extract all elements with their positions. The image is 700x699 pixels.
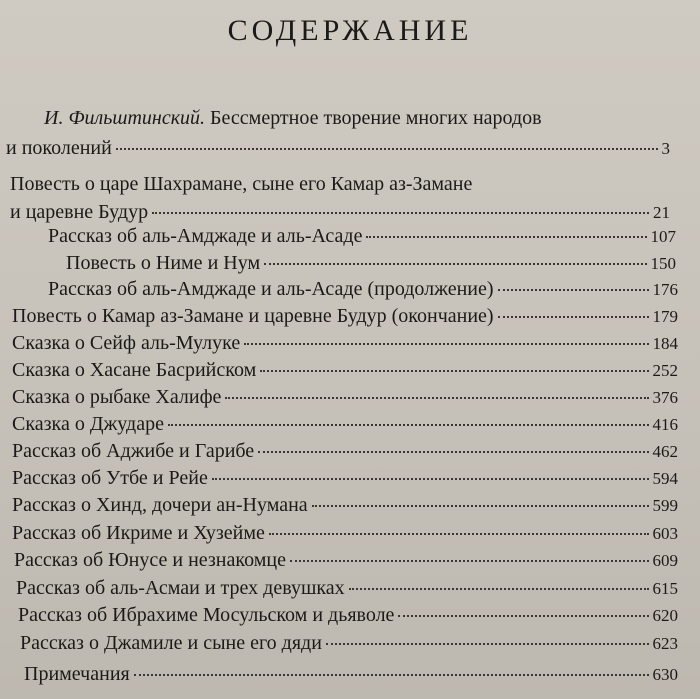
- leader-dots: [152, 212, 649, 214]
- toc-page-number: 623: [652, 634, 678, 653]
- toc-entry[interactable]: [12, 521, 678, 546]
- page-title: СОДЕРЖАНИЕ: [227, 14, 473, 47]
- toc-entry[interactable]: [12, 493, 678, 518]
- toc-page-number: 594: [652, 469, 678, 488]
- leader-dots: [264, 263, 646, 265]
- toc-entry-title: Сказка о Сейф аль-Мулуке: [12, 332, 241, 354]
- toc-entry-title: Рассказ о Джамиле и сыне его дяди: [20, 632, 322, 654]
- toc-entry-title: Рассказ об Юнусе и незнакомце: [14, 549, 286, 571]
- toc-entry-title-line1: Повесть о царе Шахрамане, сыне его Камар аз-Замане: [10, 173, 473, 195]
- toc-entry-title: Рассказ об Икриме и Хузейме: [12, 522, 265, 544]
- toc-entry[interactable]: [12, 304, 678, 329]
- toc-entry-title: Сказка о Хасане Басрийском: [12, 359, 257, 381]
- toc-entry-title: Рассказ об аль-Амджаде и аль-Асаде: [48, 225, 363, 247]
- toc-entry[interactable]: [12, 358, 678, 383]
- leader-dots: [366, 236, 646, 238]
- leader-dots: [244, 343, 648, 345]
- toc-page-number: 21: [653, 203, 670, 222]
- toc-entry[interactable]: [24, 662, 678, 687]
- leader-dots: [258, 451, 648, 453]
- toc-entry[interactable]: [48, 277, 678, 302]
- toc-entry[interactable]: [12, 466, 678, 491]
- toc-entry[interactable]: [16, 576, 678, 601]
- leader-dots: [326, 643, 649, 645]
- toc-page-number: 107: [650, 227, 676, 246]
- toc-page-number: 603: [652, 524, 678, 543]
- toc-page-number: 376: [652, 388, 678, 407]
- toc-entry[interactable]: [12, 385, 678, 410]
- toc-entry[interactable]: [14, 548, 678, 573]
- toc-entry-intro-line2[interactable]: [6, 136, 670, 161]
- toc-entry-intro-line1: [44, 106, 542, 130]
- toc-page-number: 179: [652, 307, 678, 326]
- toc-page-number: 630: [652, 665, 678, 684]
- toc-author: И. Фильштинский.: [44, 107, 206, 129]
- leader-dots: [290, 560, 649, 562]
- toc-entry[interactable]: [12, 412, 678, 437]
- toc-entry-title: Рассказ об Аджибе и Гарибе: [12, 440, 255, 462]
- toc-entry[interactable]: [10, 200, 670, 225]
- toc-entry-title: Рассказ об аль-Асмаи и трех девушках: [16, 577, 345, 599]
- toc-entry-title: Рассказ об Ибрахиме Мосульском и дьяволе: [18, 604, 395, 626]
- toc-entry[interactable]: [66, 251, 676, 276]
- toc-page-number: 462: [652, 442, 678, 461]
- toc-entry-title: Рассказ об аль-Амджаде и аль-Асаде (продолжение): [48, 278, 494, 300]
- toc-page-number: 609: [652, 551, 678, 570]
- leader-dots: [312, 505, 649, 507]
- leader-dots: [498, 289, 649, 291]
- leader-dots: [349, 588, 649, 590]
- leader-dots: [225, 397, 648, 399]
- toc-page-number: 615: [652, 579, 678, 598]
- toc-entry[interactable]: [12, 331, 678, 356]
- toc-entry[interactable]: [12, 439, 678, 464]
- toc-entry-title: Сказка о Джударе: [12, 413, 164, 435]
- toc-page-number: 620: [652, 606, 678, 625]
- toc-page-number: 150: [650, 254, 676, 273]
- toc-page-number: 416: [652, 415, 678, 434]
- toc-entry-title: Примечания: [24, 663, 130, 685]
- toc-entry-title: Бессмертное творение многих народов: [210, 107, 542, 129]
- toc-entry-title: и царевне Будур: [10, 201, 149, 223]
- toc-entry-title: Рассказ об Утбе и Рейе: [12, 467, 208, 489]
- leader-dots: [116, 148, 658, 150]
- toc-entry-title: Рассказ о Хинд, дочери ан-Нумана: [12, 494, 308, 516]
- leader-dots: [134, 674, 649, 676]
- toc-entry[interactable]: [48, 224, 676, 249]
- leader-dots: [212, 478, 649, 480]
- toc-page-number: 3: [661, 139, 670, 158]
- leader-dots: [269, 533, 649, 535]
- toc-page-number: 176: [652, 280, 678, 299]
- toc-entry-title: Повесть о Ниме и Нум: [66, 252, 261, 274]
- leader-dots: [498, 316, 649, 318]
- toc-entry-title: и поколений: [6, 137, 112, 159]
- leader-dots: [168, 424, 649, 426]
- toc-entry-title: Повесть о Камар аз-Замане и царевне Будур (окончание): [12, 305, 494, 327]
- leader-dots: [398, 615, 648, 617]
- leader-dots: [260, 370, 648, 372]
- toc-page-number: 599: [652, 496, 678, 515]
- toc-page-number: 184: [652, 334, 678, 353]
- toc-entry[interactable]: [20, 631, 678, 656]
- toc-entry-title: Сказка о рыбаке Халифе: [12, 386, 222, 408]
- toc-entry[interactable]: [18, 603, 678, 628]
- toc-page-number: 252: [652, 361, 678, 380]
